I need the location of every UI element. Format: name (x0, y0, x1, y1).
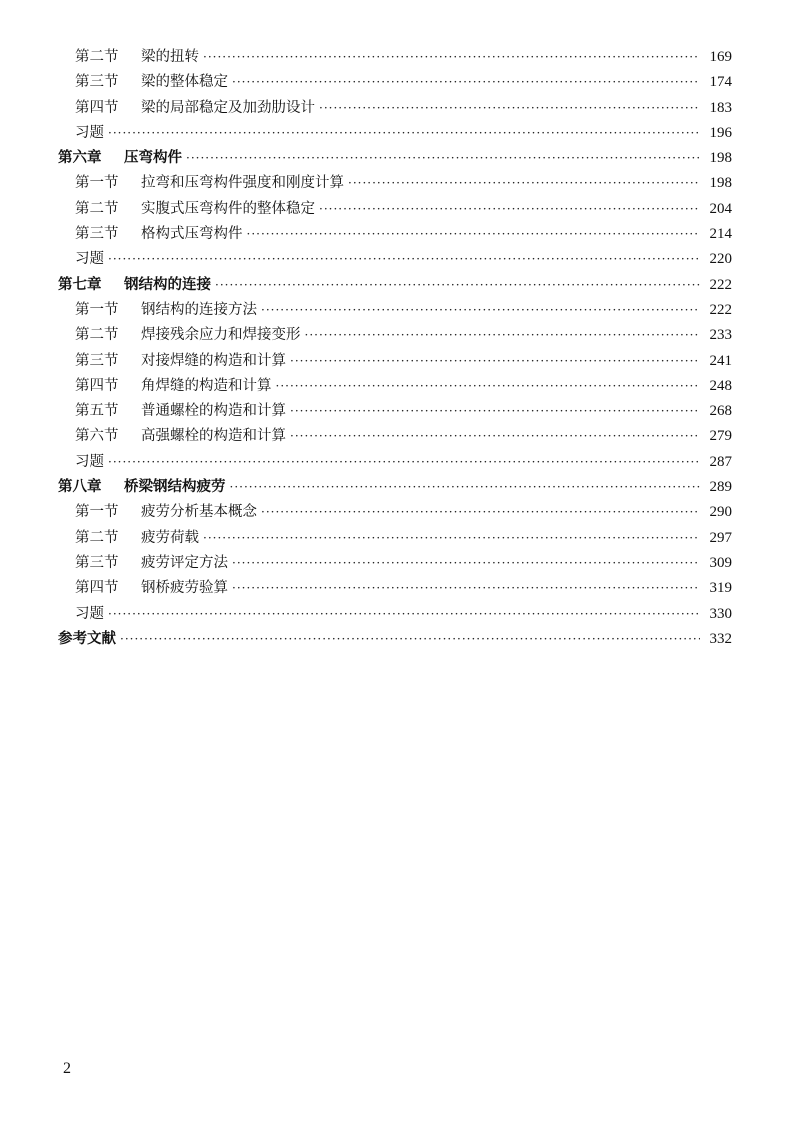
entry-title: 角焊缝的构造和计算 (141, 377, 272, 394)
toc-entry-label (75, 500, 257, 525)
toc-entry-label (75, 424, 286, 449)
toc-entry-label (75, 298, 257, 323)
dot-leader (215, 273, 700, 298)
entry-page-number: 241 (709, 352, 732, 369)
section-number: 第六节 (75, 428, 119, 445)
toc-section-row (58, 171, 732, 196)
section-number: 第一节 (75, 175, 119, 192)
entry-title: 梁的扭转 (141, 49, 199, 65)
section-number: 第一节 (75, 301, 119, 318)
toc-entry-label (58, 475, 226, 500)
dot-leader (319, 96, 700, 121)
chapter-number: 第七章 (58, 276, 102, 293)
entry-title: 参考文献 (58, 630, 116, 647)
dot-leader (120, 627, 700, 652)
entry-title: 疲劳分析基本概念 (141, 504, 257, 521)
dot-leader (247, 222, 701, 247)
toc-entry-label (75, 121, 104, 146)
section-number: 第二节 (75, 49, 119, 65)
dot-leader (290, 399, 700, 424)
entry-title: 习题 (75, 605, 104, 622)
toc-entry-label (75, 551, 228, 576)
entry-page-number: 198 (709, 175, 732, 192)
entry-title: 对接焊缝的构造和计算 (141, 352, 286, 369)
toc-entry-label (75, 323, 301, 348)
entry-page-number: 214 (709, 226, 732, 243)
toc-section-row (58, 323, 732, 348)
entry-page-number: 248 (709, 377, 732, 394)
toc-section-row (58, 374, 732, 399)
section-number: 第二节 (75, 200, 119, 217)
dot-leader (232, 551, 700, 576)
entry-page-number: 169 (709, 49, 732, 65)
toc-section-row (58, 576, 732, 601)
entry-title: 疲劳荷载 (141, 529, 199, 546)
toc-section-row (58, 424, 732, 449)
toc-section-row (58, 45, 732, 70)
entry-page-number: 330 (709, 605, 732, 622)
toc-section-row (58, 500, 732, 525)
entry-page-number: 196 (709, 124, 732, 141)
toc-entry-label (75, 197, 315, 222)
entry-title: 压弯构件 (124, 150, 182, 167)
entry-title: 梁的整体稳定 (141, 74, 228, 91)
toc-section-row (58, 222, 732, 247)
dot-leader (290, 349, 700, 374)
entry-page-number: 297 (709, 529, 732, 546)
dot-leader (108, 602, 700, 627)
section-number: 第四节 (75, 580, 119, 597)
dot-leader (108, 450, 700, 475)
dot-leader (276, 374, 701, 399)
section-number: 第一节 (75, 504, 119, 521)
entry-page-number: 222 (709, 276, 732, 293)
toc-entry-label (75, 450, 104, 475)
toc-entry-label (75, 171, 344, 196)
toc-entry-label (75, 70, 228, 95)
entry-title: 疲劳评定方法 (141, 554, 228, 571)
section-number: 第五节 (75, 403, 119, 420)
section-number: 第二节 (75, 529, 119, 546)
dot-leader (230, 475, 701, 500)
dot-leader (108, 121, 700, 146)
toc-entry-label (75, 374, 272, 399)
entry-page-number: 279 (709, 428, 732, 445)
entry-page-number: 332 (709, 630, 732, 647)
toc-entry-label (58, 146, 182, 171)
chapter-number: 第六章 (58, 150, 102, 167)
toc-section-row (58, 197, 732, 222)
section-number: 第四节 (75, 377, 119, 394)
toc-section-row (58, 298, 732, 323)
toc-entry-label (75, 45, 199, 70)
entry-title: 钢结构的连接 (124, 276, 211, 293)
entry-page-number: 233 (709, 327, 732, 344)
entry-title: 习题 (75, 251, 104, 268)
entry-page-number: 220 (709, 251, 732, 268)
toc-section-row (58, 551, 732, 576)
section-number: 第三节 (75, 352, 119, 369)
entry-page-number: 222 (709, 301, 732, 318)
dot-leader (108, 247, 700, 272)
section-number: 第三节 (75, 554, 119, 571)
dot-leader (290, 424, 700, 449)
dot-leader (348, 171, 700, 196)
entry-title: 高强螺栓的构造和计算 (141, 428, 286, 445)
entry-title: 普通螺栓的构造和计算 (141, 403, 286, 420)
dot-leader (203, 45, 700, 70)
entry-title: 钢结构的连接方法 (141, 301, 257, 318)
entry-page-number: 319 (709, 580, 732, 597)
entry-title: 焊接残余应力和焊接变形 (141, 327, 301, 344)
section-number: 第三节 (75, 74, 119, 91)
toc-chapter-row (58, 475, 732, 500)
entry-title: 梁的局部稳定及加劲肋设计 (141, 99, 315, 116)
entry-title: 桥梁钢结构疲劳 (124, 479, 226, 496)
dot-leader (319, 197, 700, 222)
toc-section-row (58, 70, 732, 95)
toc-exercise-row (58, 450, 732, 475)
table-of-contents (58, 45, 732, 652)
section-number: 第四节 (75, 99, 119, 116)
entry-page-number: 309 (709, 554, 732, 571)
toc-entry-label (75, 222, 243, 247)
entry-title: 格构式压弯构件 (141, 226, 243, 243)
section-number: 第三节 (75, 226, 119, 243)
toc-exercise-row (58, 121, 732, 146)
toc-section-row (58, 526, 732, 551)
entry-page-number: 268 (709, 403, 732, 420)
entry-title: 习题 (75, 453, 104, 470)
entry-title: 拉弯和压弯构件强度和刚度计算 (141, 175, 344, 192)
section-number: 第二节 (75, 327, 119, 344)
toc-section-row (58, 96, 732, 121)
entry-title: 实腹式压弯构件的整体稳定 (141, 200, 315, 217)
entry-page-number: 290 (709, 504, 732, 521)
toc-exercise-row (58, 602, 732, 627)
entry-page-number: 287 (709, 453, 732, 470)
dot-leader (261, 500, 700, 525)
toc-entry-label (75, 399, 286, 424)
dot-leader (232, 70, 700, 95)
toc-entry-label (58, 627, 116, 652)
toc-entry-label (75, 576, 228, 601)
toc-chapter-row (58, 273, 732, 298)
toc-entry-label (75, 602, 104, 627)
toc-chapter-row (58, 146, 732, 171)
toc-entry-label (58, 273, 211, 298)
entry-page-number: 198 (709, 150, 732, 167)
dot-leader (186, 146, 700, 171)
entry-page-number: 289 (709, 479, 732, 496)
dot-leader (261, 298, 700, 323)
toc-entry-label (75, 349, 286, 374)
dot-leader (232, 576, 700, 601)
dot-leader (203, 526, 700, 551)
entry-title: 钢桥疲劳验算 (141, 580, 228, 597)
toc-exercise-row (58, 247, 732, 272)
entry-page-number: 204 (709, 200, 732, 217)
entry-page-number: 174 (709, 74, 732, 91)
dot-leader (305, 323, 701, 348)
entry-title: 习题 (75, 124, 104, 141)
toc-chapter-row (58, 627, 732, 652)
toc-section-row (58, 349, 732, 374)
entry-page-number: 183 (709, 99, 732, 116)
page-number: 2 (63, 1060, 71, 1077)
toc-entry-label (75, 526, 199, 551)
toc-entry-label (75, 96, 315, 121)
toc-section-row (58, 399, 732, 424)
toc-entry-label (75, 247, 104, 272)
chapter-number: 第八章 (58, 479, 102, 496)
